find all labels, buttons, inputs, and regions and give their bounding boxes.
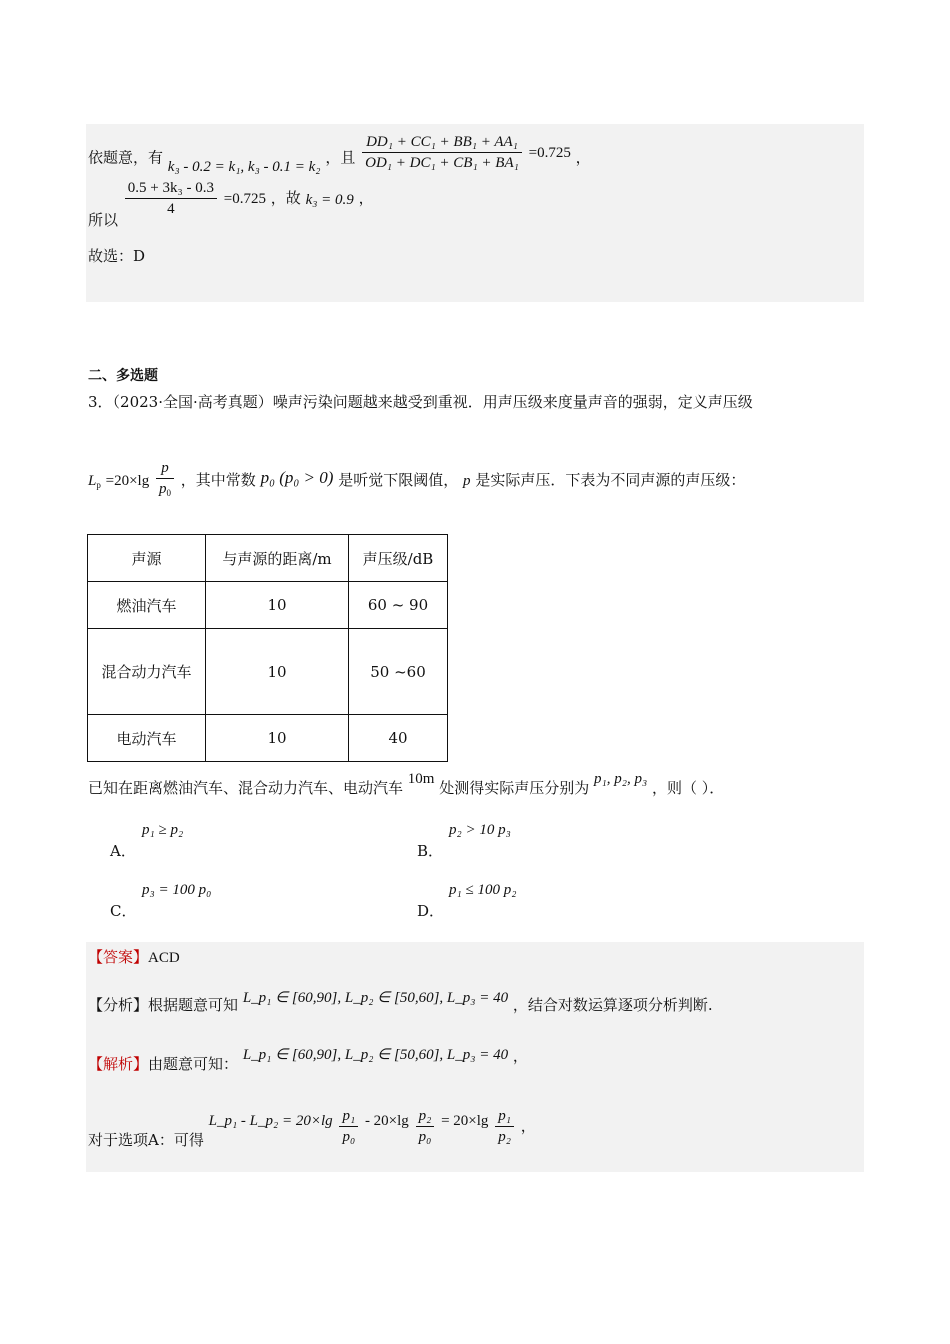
equation-part: = 20×lg bbox=[441, 1112, 489, 1129]
option-label: C． bbox=[110, 902, 137, 920]
text: 根据题意可知 bbox=[148, 996, 239, 1014]
answer-tag: 【答案】 bbox=[88, 948, 149, 966]
text: ，结合对数运算逐项分析判断. bbox=[512, 996, 713, 1014]
answer-value: ACD bbox=[148, 950, 180, 966]
text: ， bbox=[520, 1116, 536, 1135]
table-header-row bbox=[88, 535, 448, 582]
option-expression: p₂ > 10 p₃ bbox=[449, 822, 511, 838]
fraction-numerator: p₁ bbox=[339, 1106, 358, 1127]
solution-line-2 bbox=[88, 180, 374, 229]
option-expression: p₁ ≥ p₂ bbox=[142, 822, 184, 838]
text: 是听觉下限阈值， bbox=[338, 470, 459, 489]
answer-line bbox=[88, 947, 180, 968]
text: ， bbox=[358, 188, 374, 207]
fraction-denominator: p₀ bbox=[342, 1129, 356, 1145]
option-label: B． bbox=[417, 842, 444, 860]
table-cell: 燃油汽车 bbox=[88, 582, 206, 629]
subscript: 0 bbox=[166, 488, 171, 498]
question-condition-line bbox=[88, 771, 725, 799]
option-expression: p₁ ≤ 100 p₂ bbox=[449, 882, 517, 898]
section-heading: 二、多选题 bbox=[88, 368, 158, 384]
average-fraction bbox=[125, 178, 217, 219]
equation-rhs: =0.725 bbox=[223, 190, 266, 207]
table-cell: 40 bbox=[349, 715, 448, 762]
table-row bbox=[88, 582, 448, 629]
question-formula-line bbox=[88, 460, 746, 509]
analysis-line bbox=[88, 990, 713, 1016]
table-row bbox=[88, 629, 448, 715]
equation-lhs: L_p₁ - L_p₂ = 20×lg bbox=[208, 1112, 333, 1129]
fraction-numerator: 0.5 + 3k₃ - 0.3 bbox=[125, 178, 217, 199]
equation-part: - 20×lg bbox=[364, 1112, 409, 1129]
variables: p₁, p₂, p₃ bbox=[594, 771, 648, 787]
fraction bbox=[339, 1106, 358, 1147]
equation-rhs: =0.725 bbox=[528, 144, 571, 161]
solution-line-1 bbox=[88, 134, 591, 179]
table-header: 与声源的距离/m bbox=[206, 535, 349, 582]
fraction-denominator: 4 bbox=[167, 201, 175, 217]
fraction-denominator: p₂ bbox=[498, 1129, 511, 1145]
equation: k₃ - 0.2 = k₁, k₃ - 0.1 = k₂ bbox=[167, 158, 321, 175]
text: 已知在距离燃油汽车、混合动力汽车、电动汽车 bbox=[88, 779, 404, 797]
option-a-analysis-line bbox=[88, 1108, 536, 1149]
fraction bbox=[495, 1106, 514, 1147]
fraction-numerator: DD₁ + CC₁ + BB₁ + AA₁ bbox=[362, 132, 522, 153]
question-stem: 3．（2023·全国·高考真题）噪声污染问题越来越受到重视．用声压级来度量声音的强弱，定义声压级 bbox=[88, 393, 753, 411]
sound-level-table bbox=[87, 534, 448, 762]
distance: 10m bbox=[407, 771, 435, 787]
table-cell: 60 ~ 90 bbox=[349, 582, 448, 629]
table-cell: 10 bbox=[206, 629, 349, 715]
option-expression: p₃ = 100 p₀ bbox=[142, 882, 212, 898]
fraction bbox=[416, 1106, 435, 1147]
text: p bbox=[159, 481, 167, 497]
analysis-tag: 【分析】 bbox=[88, 996, 149, 1014]
text: 由题意可知： bbox=[148, 1055, 239, 1073]
formula-lhs bbox=[88, 473, 101, 489]
fraction-denominator bbox=[156, 479, 174, 503]
text: ， bbox=[575, 148, 591, 167]
table-row bbox=[88, 715, 448, 762]
text: ，且 bbox=[325, 148, 356, 167]
text: L bbox=[88, 472, 97, 489]
equation: k₃ = 0.9 bbox=[305, 191, 354, 208]
fraction-numerator: p₂ bbox=[416, 1106, 435, 1127]
text: ，故 bbox=[270, 188, 301, 207]
formula-fraction bbox=[156, 458, 174, 503]
fraction-numerator: p₁ bbox=[495, 1106, 514, 1127]
explain-line bbox=[88, 1047, 528, 1075]
subscript: p bbox=[96, 479, 101, 490]
table-cell: 10 bbox=[206, 582, 349, 629]
formula-eq: =20×lg bbox=[105, 472, 150, 489]
text: 处测得实际声压分别为 bbox=[439, 779, 590, 797]
explain-tag: 【解析】 bbox=[88, 1055, 149, 1073]
text: 依题意，有 bbox=[88, 148, 164, 167]
ratio-fraction bbox=[362, 132, 522, 173]
text: ，其中常数 bbox=[180, 470, 256, 489]
option-label: A． bbox=[110, 842, 136, 860]
option-label: D． bbox=[417, 902, 445, 920]
text: 所以 bbox=[88, 210, 119, 229]
table-cell: 10 bbox=[206, 715, 349, 762]
text: ，则（ ）． bbox=[651, 779, 725, 797]
variable: p bbox=[463, 472, 471, 489]
condition: p₀ (p₀ > 0) bbox=[260, 467, 334, 487]
fraction-denominator: OD₁ + DC₁ + CB₁ + BA₁ bbox=[365, 155, 519, 171]
table-cell: 电动汽车 bbox=[88, 715, 206, 762]
fraction-numerator: p bbox=[156, 458, 174, 479]
range-expression: L_p₁ ∈ [60,90], L_p₂ ∈ [50,60], L_p₃ = 40 bbox=[242, 990, 509, 1006]
table-header: 声压级/dB bbox=[349, 535, 448, 582]
table-header: 声源 bbox=[88, 535, 206, 582]
range-expression: L_p₁ ∈ [60,90], L_p₂ ∈ [50,60], L_p₃ = 40 bbox=[242, 1047, 509, 1063]
text: 是实际声压．下表为不同声源的声压级： bbox=[475, 470, 746, 489]
table-cell: 混合动力汽车 bbox=[88, 629, 206, 715]
table-cell: 50 ~60 bbox=[349, 629, 448, 715]
fraction-denominator: p₀ bbox=[418, 1129, 432, 1145]
text: 对于选项A：可得 bbox=[88, 1130, 204, 1149]
solution-line-3: 故选：D bbox=[88, 247, 146, 265]
text: ， bbox=[512, 1047, 528, 1065]
